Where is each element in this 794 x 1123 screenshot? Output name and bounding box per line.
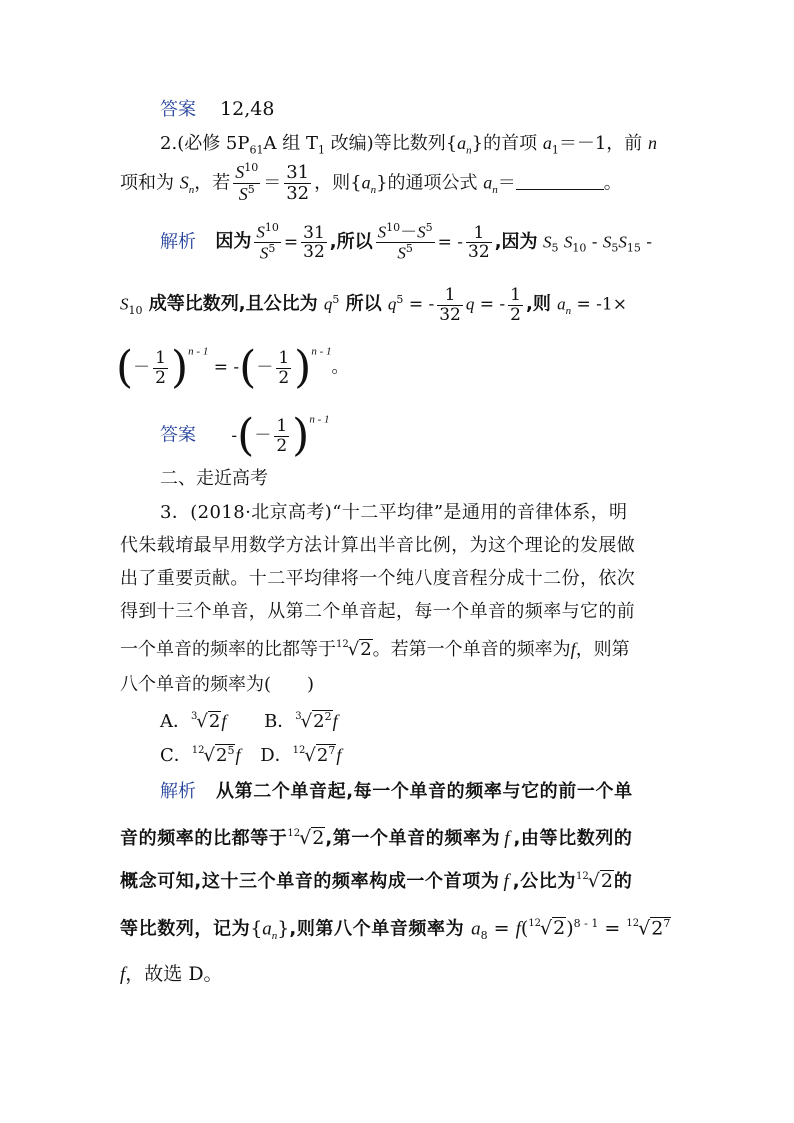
answer-label: 答案: [160, 99, 196, 120]
q3-line-2: 代朱载堉最早用数学方法计算出半音比例，为这个理论的发展做: [120, 535, 636, 556]
fraction-1-2: $\frac{1}{2}$: [510, 285, 521, 325]
sol2-line-3: (－ $\frac{1}{2}$ )$^{n - 1}$ = -(－ $\frac{1}{2}$ )$^{n - 1}$。: [116, 342, 349, 393]
fraction-diff: $\frac{S^{10}-S^5}{S^5}$: [377, 221, 433, 263]
answer-line-1: [160, 100, 274, 119]
q3-line-5: 一个单音的频率的比都等于$^{12}$√2。若第一个单音的频率为f，则第: [120, 639, 630, 660]
fraction-1-2: $\frac{1}{2}$: [278, 347, 290, 388]
answer-blank: [516, 189, 604, 190]
option-d[interactable]: D．$^{12}√2^7f$: [260, 744, 342, 766]
answer-line-2: 答案 -(－ $\frac{1}{2}$ )$^{n - 1}$: [160, 410, 330, 461]
option-b[interactable]: B．$^3√2^2f$: [264, 710, 338, 732]
option-c[interactable]: C．$^{12}√2^5f$: [160, 744, 241, 766]
fraction-1-2: $\frac{1}{2}$: [276, 415, 288, 456]
answer-label: 答案: [160, 424, 196, 446]
q3-line-4: 得到十三个单音，从第二个单音起，每一个单音的频率与它的前: [120, 601, 636, 622]
sol3-line-4: 等比数列，记为$\{a_n\}$,则第八个单音频率为 $a_8 = f(^{12}√2)^{8 - 1} = ^{12}√2^7$: [120, 917, 671, 943]
sol2-line-2: $S_{10}$ 成等比数列,且公比为 $q^5$ 所以 $q^5$ = - $\frac{1}{32}$ q = - $\frac{1}{2}$ ,则 $a_n = -1\times$: [120, 285, 627, 325]
sol3-line-1: 解析 从第二个单音起,每一个单音的频率与它的前一个单: [160, 781, 633, 802]
q3-line-1: 3．(2018·北京高考)“十二平均律”是通用的音律体系，明: [160, 502, 628, 523]
q3-line-6: 八个单音的频率为( ): [120, 674, 315, 695]
option-row-ab: [160, 710, 338, 732]
sol3-line-2: 音的频率的比都等于$^{12}$√2,第一个单音的频率为 f ,由等比数列的: [120, 827, 633, 849]
q2-line-2: 项和为 $S_n$，若 $\frac{S^{10}}{S^5}$ ＝ $\frac{31}{32}$ ，则$\{a_n\}$的通项公式 $a_n=$ 。: [120, 161, 622, 204]
solution-label: 解析: [160, 231, 196, 253]
section-title: 二、走近高考: [160, 468, 268, 489]
sol2-line-1: 解析 因为 $\frac{S^{10}}{S^5}$ = $\frac{31}{32}$ ,所以 $\frac{S^{10}-S^5}{S^5}$ = - $\frac{1}{32}$ ,因为 $S_5$ $S_{10} - S_5S_{15}$ -: [160, 221, 653, 263]
fraction-1-32: $\frac{1}{32}$: [468, 222, 490, 263]
fraction-1-2: $\frac{1}{2}$: [155, 347, 166, 388]
fraction-s10-s5: $\frac{S^{10}}{S^5}$: [256, 221, 279, 263]
solution-label: 解析: [160, 781, 196, 802]
q2-line-1: 2.(必修 $5P_{61}A$ 组 $T_1$ 改编)等比数列$\{a_n\}$的首项 $a_1=-1$，前 n: [160, 133, 658, 157]
option-row-cd: [160, 744, 341, 766]
option-a[interactable]: A．$^3$√2f: [160, 711, 227, 732]
fraction-31-32: $\frac{31}{32}$: [286, 162, 310, 204]
q3-line-3: 出了重要贡献。十二平均律将一个纯八度音程分成十二份，依次: [120, 568, 636, 589]
fraction-31-32: $\frac{31}{32}$: [303, 222, 325, 263]
fraction-1-32: $\frac{1}{32}$: [439, 285, 461, 325]
answer-value: 12,48: [220, 98, 275, 120]
fraction-s10-s5: $\frac{S^{10}}{S^5}$: [235, 161, 259, 204]
sol3-line-3: 概念可知,这十三个单音的频率构成一个首项为 f ,公比为$^{12}$√2的: [120, 870, 632, 892]
sol3-line-5: f，故选 D。: [120, 963, 223, 985]
